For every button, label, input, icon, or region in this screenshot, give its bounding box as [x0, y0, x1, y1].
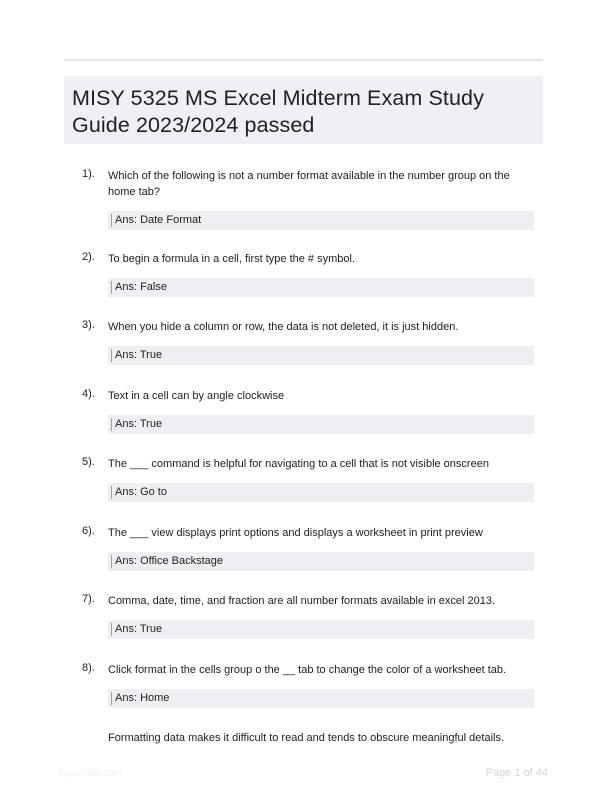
top-divider [64, 59, 543, 61]
question-number: 6). [82, 525, 95, 537]
question-text: Click format in the cells group o the __ tab to change the color of a worksheet tab. [108, 664, 507, 676]
question-number: 1). [82, 168, 95, 180]
question-text: When you hide a column or row, the data is not deleted, it is just hidden. [108, 321, 459, 333]
answer-box: Ans: Office Backstage [108, 552, 534, 571]
answer-box: Ans: Date Format [108, 211, 534, 230]
question-text: Text in a cell can by angle clockwise [108, 390, 285, 402]
answer-box: Ans: False [108, 278, 534, 297]
document-title: MISY 5325 MS Excel Midterm Exam Study Guide 2023/2024 passed [72, 86, 484, 137]
question-number: 3). [82, 319, 95, 331]
question-number: 2). [82, 251, 95, 263]
footer-watermark: Paperlibe.com [58, 768, 122, 779]
question-text: The ___ command is helpful for navigating to a cell that is not visible onscreen [108, 458, 489, 470]
answer-box: Ans: True [108, 620, 534, 639]
question-item-4 [82, 388, 534, 434]
question-number: 8). [82, 662, 95, 674]
question-text: Which of the following is not a number format available in the number group on the home tab? [108, 170, 510, 198]
question-number: 7). [82, 593, 95, 605]
question-item-7 [82, 593, 534, 639]
question-number: 4). [82, 388, 95, 400]
answer-box: Ans: True [108, 415, 534, 434]
title-banner [64, 76, 543, 144]
question-item-8 [82, 662, 534, 708]
question-text: To begin a formula in a cell, first type the # symbol. [108, 253, 356, 265]
question-item-3 [82, 319, 534, 365]
question-item-1 [82, 168, 534, 230]
answer-box: Ans: Home [108, 689, 534, 708]
answer-box: Ans: Go to [108, 483, 534, 502]
trailing-question-text: Formatting data makes it difficult to read and tends to obscure meaningful details. [108, 732, 505, 744]
page-number: Page 1 of 44 [485, 767, 548, 779]
question-item-6 [82, 525, 534, 571]
question-text: Comma, date, time, and fraction are all number formats available in excel 2013. [108, 595, 496, 607]
question-item-2 [82, 251, 534, 297]
question-text: The ___ view displays print options and displays a worksheet in print preview [108, 527, 483, 539]
question-number: 5). [82, 456, 95, 468]
question-item-5 [82, 456, 534, 502]
answer-box: Ans: True [108, 346, 534, 365]
